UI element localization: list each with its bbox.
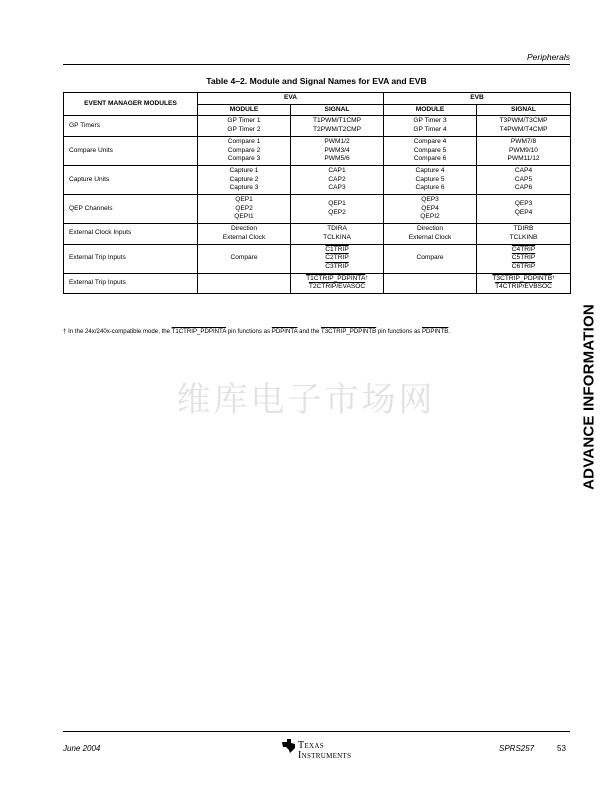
section-label: Peripherals	[527, 52, 570, 62]
cell-line: Compare 4	[413, 137, 447, 145]
footnote-text: pin functions as	[226, 328, 272, 335]
footnote-pin-a: T1CTRIP_PDPINTA	[171, 328, 227, 335]
cell-line: C4TRIP	[511, 245, 536, 253]
table-row-capture-units	[64, 165, 571, 194]
cell-line: Capture 4	[415, 166, 445, 174]
cell-line: C6TRIP	[511, 262, 536, 270]
cell-line: GP Timer 3	[413, 117, 447, 125]
cell-line: QEPI2	[420, 213, 440, 221]
row-name: QEP Channels	[64, 195, 198, 224]
cell-line: TCLKINA	[323, 233, 351, 241]
cell-line: TCLKINB	[509, 233, 538, 241]
table-footnote	[63, 328, 583, 335]
cell-line: QEPI1	[234, 213, 254, 221]
footnote-text: pin functions as	[376, 328, 422, 335]
footnote-text: .	[448, 328, 451, 335]
cell-line: T2PWM/T2CMP	[313, 126, 361, 134]
eva-module-cell	[198, 116, 291, 136]
cell-line: Direction	[417, 225, 444, 233]
footer-doc-id: SPRS257	[499, 744, 535, 753]
evb-header: EVB	[384, 93, 571, 105]
cell-line: C5TRIP	[511, 254, 536, 262]
eva-signal-cell	[291, 195, 384, 224]
cell-line: QEP4	[514, 209, 533, 217]
cell-line: Capture 1	[229, 166, 259, 174]
cell-line: PWM7/8	[510, 137, 537, 145]
cell-line: T1CTRIP_PDPINTA	[306, 274, 366, 282]
cell-line: GP Timer 1	[227, 117, 261, 125]
evb-signal-cell	[477, 224, 571, 244]
cell-line: T4PWM/T4CMP	[499, 126, 548, 134]
cell-line: Compare 3	[227, 155, 261, 163]
eva-signal-cell	[291, 165, 384, 194]
cell-line: Direction	[230, 225, 258, 233]
cell-line: QEP1	[328, 200, 346, 208]
cell-line: C1TRIP	[325, 245, 349, 253]
cell-line: TDIRA	[327, 225, 347, 233]
cell-line: External Clock	[222, 233, 266, 241]
cell-line: Compare	[416, 254, 444, 262]
logo-text-line2: Instruments	[298, 750, 352, 761]
eva-module-cell	[198, 165, 291, 194]
evb-signal-cell	[477, 244, 571, 273]
cell-line: QEP3	[514, 200, 533, 208]
cell-line: CAP4	[514, 166, 533, 174]
eva-signal-cell	[291, 244, 384, 273]
cell-line: PWM3/4	[324, 146, 350, 154]
footer-rule	[63, 731, 570, 732]
eva-signal-cell	[291, 273, 384, 293]
table-row-qep-channels	[64, 195, 571, 224]
cell-line: T4CTRIP/EVBSOC	[495, 283, 552, 291]
cell-line: Compare 1	[227, 137, 261, 145]
cell-line: CAP6	[514, 184, 533, 192]
eva-module-cell	[198, 136, 291, 165]
evb-module-cell	[384, 224, 477, 244]
cell-line: Capture 5	[415, 175, 445, 183]
cell-line: PWM9/10	[509, 146, 538, 154]
cell-line: Compare 5	[413, 146, 447, 154]
texas-instruments-logo	[281, 737, 361, 765]
table-row-external-clock-inputs	[64, 224, 571, 244]
evb-signal-cell	[477, 165, 571, 194]
evb-signal-cell	[477, 116, 571, 136]
evb-signal-cell	[477, 195, 571, 224]
eva-signal-cell	[291, 116, 384, 136]
evb-signal-header: SIGNAL	[477, 104, 571, 116]
side-banner	[578, 288, 600, 506]
watermark: 维库电子市场网	[176, 380, 436, 420]
footer-date: June 2004	[63, 744, 101, 753]
cell-line: CAP1	[328, 166, 346, 174]
cell-line: Capture 2	[229, 175, 259, 183]
cell-line: External Clock	[408, 233, 452, 241]
cell-line: QEP4	[421, 204, 439, 212]
cell-line: Capture 3	[229, 184, 259, 192]
event-manager-modules-header: EVENT MANAGER MODULES	[64, 93, 198, 116]
table-row-external-trip-inputs-compare	[64, 244, 571, 273]
logo-text-line1: Texas	[298, 740, 324, 751]
signal-names-table	[63, 92, 571, 294]
footnote-text: In the 24x/240x-compatible mode, the	[68, 328, 172, 335]
cell-line: Compare	[230, 254, 258, 262]
footnote-marker: †	[552, 274, 555, 280]
footnote-pin-b: T3CTRIP_PDPINTB	[321, 328, 377, 335]
row-name: Capture Units	[64, 165, 198, 194]
cell-line: PWM1/2	[324, 137, 350, 145]
footnote-alias-b: PDPINTB	[421, 328, 449, 335]
footnote-alias-a: PDPINTA	[271, 328, 298, 335]
eva-signal-cell	[291, 136, 384, 165]
cell-line: PWM5/6	[324, 155, 350, 163]
header-rule	[63, 64, 570, 65]
cell-line: Compare 2	[227, 146, 261, 154]
side-banner-text: ADVANCE INFORMATION	[580, 304, 598, 490]
cell-line: PWM11/12	[507, 155, 540, 163]
eva-module-cell	[198, 244, 291, 273]
evb-module-cell	[384, 136, 477, 165]
cell-line: Capture 6	[415, 184, 445, 192]
cell-line: GP Timer 2	[227, 126, 261, 134]
page-number: 53	[557, 744, 566, 753]
cell-line: T3CTRIP_PDPINTB	[492, 274, 553, 282]
eva-module-header: MODULE	[198, 104, 291, 116]
cell-line: CAP2	[328, 175, 346, 183]
cell-line: T1PWM/T1CMP	[313, 117, 361, 125]
eva-signal-cell	[291, 224, 384, 244]
table-row-gp-timers	[64, 116, 571, 136]
footnote-marker: †	[63, 328, 67, 335]
cell-line: GP Timer 4	[413, 126, 447, 134]
cell-line: QEP2	[235, 204, 253, 212]
table-row-compare-units	[64, 136, 571, 165]
evb-signal-cell	[477, 136, 571, 165]
table-title: Table 4–2. Module and Signal Names for EVA and EVB	[206, 76, 427, 86]
cell-line: QEP3	[421, 196, 439, 204]
row-name: External Trip Inputs	[64, 244, 198, 273]
evb-module-header: MODULE	[384, 104, 477, 116]
cell-line: Compare 6	[413, 155, 447, 163]
footnote-text: and the	[297, 328, 322, 335]
row-name: External Trip Inputs	[64, 273, 198, 293]
eva-header: EVA	[198, 93, 384, 105]
cell-line: QEP1	[235, 196, 253, 204]
cell-line: C3TRIP	[325, 262, 349, 270]
cell-line: TDIRB	[513, 225, 534, 233]
footnote-marker: †	[365, 274, 368, 280]
texas-state-icon	[281, 738, 296, 754]
evb-module-cell	[384, 273, 477, 293]
evb-module-cell	[384, 165, 477, 194]
cell-line: CAP5	[514, 175, 533, 183]
evb-signal-cell	[477, 273, 571, 293]
eva-module-cell	[198, 273, 291, 293]
cell-line: T2CTRIP/EVASOC	[308, 283, 366, 291]
row-name: Compare Units	[64, 136, 198, 165]
cell-line: QEP2	[328, 209, 346, 217]
evb-module-cell	[384, 195, 477, 224]
cell-line: C2TRIP	[325, 254, 349, 262]
eva-signal-header: SIGNAL	[291, 104, 384, 116]
row-name: GP Timers	[64, 116, 198, 136]
row-name: External Clock Inputs	[64, 224, 198, 244]
eva-module-cell	[198, 224, 291, 244]
evb-module-cell	[384, 244, 477, 273]
evb-module-cell	[384, 116, 477, 136]
cell-line: T3PWM/T3CMP	[499, 117, 548, 125]
table-row-external-trip-inputs-timer	[64, 273, 571, 293]
cell-line: CAP3	[328, 184, 346, 192]
eva-module-cell	[198, 195, 291, 224]
